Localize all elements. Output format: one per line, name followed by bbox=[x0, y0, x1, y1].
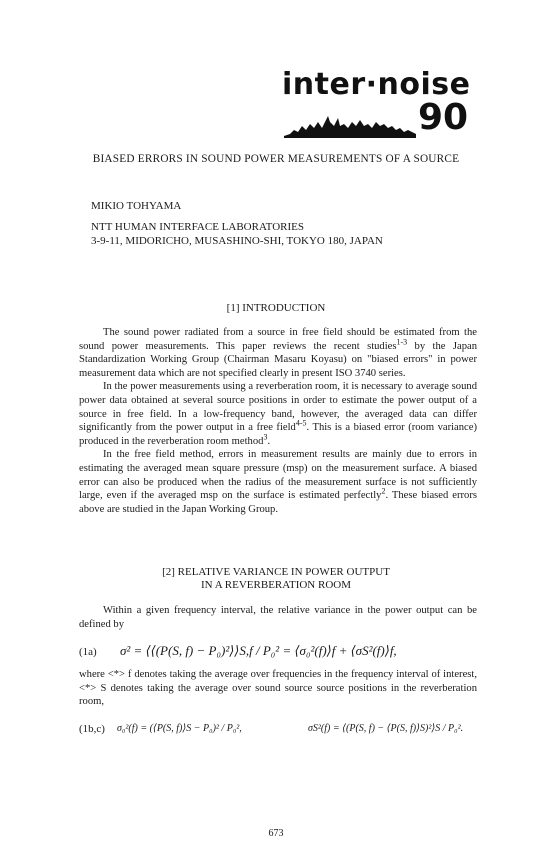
section-1-body bbox=[79, 326, 477, 516]
p2-citation-2: 3 bbox=[263, 432, 268, 442]
equation-1c: σS²(f) = ⟨(P(S, f) − ⟨P(S, f)⟩S)²⟩S / P₀². bbox=[308, 723, 464, 734]
p3-text-a: In the free field method, errors in measurement results are mainly due to errors in estimating the averaged mean square pressure (msp) on the measurement surface. A biased error can also be produced when the radius of the measurement surface is not sufficiently large, even if the averaged msp on the surface is estimated perfectly bbox=[79, 449, 477, 502]
section-2-heading-line-2: IN A REVERBERATION ROOM bbox=[200, 579, 352, 591]
intro-paragraph-3 bbox=[79, 448, 477, 516]
p1-text-a: The sound power radiated from a source in free field should be estimated from the sound power measurements. This paper reviews the recent studies bbox=[79, 327, 477, 352]
where-paragraph bbox=[79, 668, 477, 709]
p2-text-a: In the power measurements using a reverberation room, it is necessary to average sound power data obtained at several source positions in order to estimate the power output of a source in free field. In a low-frequency band, however, the averaged data can differ significantly from the power output in a free field bbox=[79, 381, 477, 434]
affiliation-line-1: NTT HUMAN INTERFACE LABORATORIES bbox=[91, 221, 304, 233]
equation-1a: σ² = ⟨⟨(P(S, f) − P₀)²⟩⟩S,f / P₀² = ⟨σ₀²(f)⟩f + ⟨σS²(f)⟩f, bbox=[120, 643, 397, 658]
equation-1b: σ₀²(f) = (⟨P(S, f)⟩S − P₀)² / P₀², bbox=[117, 723, 242, 734]
p2-citation-1: 4-5 bbox=[295, 418, 307, 428]
p2-text-c: . bbox=[267, 435, 271, 447]
p1-text-b: by the Japan Standardization Working Group (Chairman Masaru Koyasu) on "biased errors" in power measurement data which are not specified clearly in present ISO 3740 series. bbox=[79, 340, 477, 379]
p2-text-b: . This is a biased error (room variance) produced in the reverberation room method bbox=[79, 422, 477, 447]
conference-logo-year: 90 bbox=[418, 97, 469, 138]
intro-paragraph-2 bbox=[79, 380, 477, 448]
section-2-intro-text: Within a given frequency interval, the relative variance in the power output can be defined by bbox=[79, 605, 477, 630]
where-text: where <*> f denotes taking the average over frequencies in the frequency interval of interest, <*> S denotes taking the average over sound source source positions in the reverberation room, bbox=[79, 669, 477, 708]
equation-1a-label: (1a) bbox=[79, 646, 97, 658]
skyline-logo-graphic bbox=[284, 112, 416, 138]
equation-1bc-label: (1b,c) bbox=[79, 723, 105, 735]
affiliation-address: 3-9-11, MIDORICHO, MUSASHINO-SHI, TOKYO 180, JAPAN bbox=[91, 235, 383, 247]
section-2-intro bbox=[79, 604, 477, 631]
section-1-heading: [1] INTRODUCTION bbox=[226, 302, 326, 314]
paper-title: BIASED ERRORS IN SOUND POWER MEASUREMENTS OF A SOURCE bbox=[92, 153, 460, 165]
author-name: MIKIO TOHYAMA bbox=[91, 200, 182, 212]
intro-paragraph-1 bbox=[79, 326, 477, 380]
page-number: 673 bbox=[268, 828, 284, 839]
p3-citation: 2 bbox=[381, 486, 386, 496]
skyline-silhouette bbox=[284, 116, 416, 138]
conference-logo-text: inter·noise bbox=[282, 67, 471, 102]
p1-citation: 1-3 bbox=[396, 337, 408, 347]
section-2-heading-line-1: [2] RELATIVE VARIANCE IN POWER OUTPUT bbox=[162, 566, 390, 578]
p3-text-b: . These biased errors above are studied in the Japan Working Group. bbox=[79, 490, 478, 515]
